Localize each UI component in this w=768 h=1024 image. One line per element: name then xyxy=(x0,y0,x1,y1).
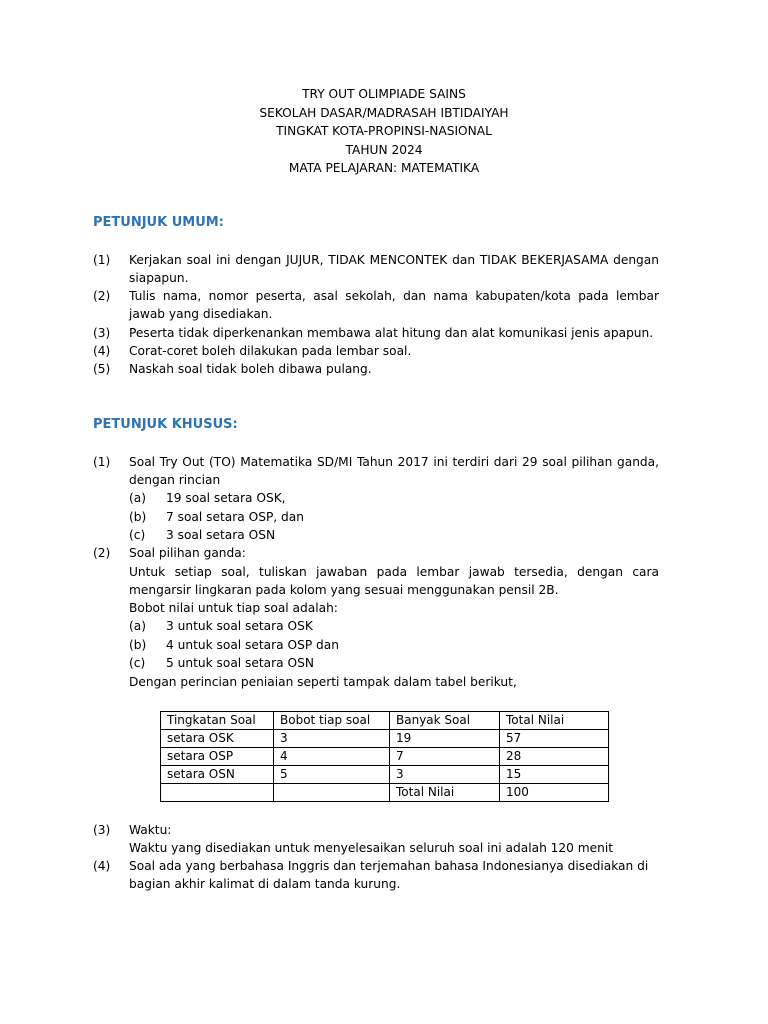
item-number: (4) xyxy=(93,344,111,358)
table-cell: 100 xyxy=(500,784,609,802)
table-cell: 3 xyxy=(274,730,390,748)
khusus-item-1-sub-a xyxy=(129,489,659,507)
table-cell xyxy=(161,784,274,802)
khusus-item-2-para-1: Untuk setiap soal, tuliskan jawaban pada lembar jawab tersedia, dengan cara mengarsir lingkaran pada kolom yang sesuai menggunakan pensil 2B. xyxy=(129,565,659,597)
khusus-item-2-sub-b xyxy=(129,636,659,654)
table-row xyxy=(161,766,609,784)
table-header-cell: Total Nilai xyxy=(500,712,609,730)
table-row xyxy=(161,748,609,766)
sub-text: 3 soal setara OSN xyxy=(166,528,276,542)
khusus-item-1-sub-b xyxy=(129,508,659,526)
header-line-1: TRY OUT OLIMPIADE SAINS xyxy=(302,87,466,101)
item-text: Soal ada yang berbahasa Inggris dan terjemahan bahasa Indonesianya disediakan di bagian akhir kalimat di dalam tanda kurung. xyxy=(129,859,649,891)
khusus-item-1 xyxy=(93,453,659,489)
sub-text: 7 soal setara OSP, dan xyxy=(166,510,304,524)
umum-item-5 xyxy=(93,360,659,378)
table-header-cell: Banyak Soal xyxy=(390,712,500,730)
item-text: Peserta tidak diperkenankan membawa alat hitung dan alat komunikasi jenis apapun. xyxy=(129,326,654,340)
item-number: (1) xyxy=(93,455,111,469)
section-title-umum: PETUNJUK UMUM: xyxy=(93,215,224,230)
khusus-item-4 xyxy=(93,857,659,893)
header-line-2: SEKOLAH DASAR/MADRASAH IBTIDAIYAH xyxy=(259,105,509,120)
sub-number: (b) xyxy=(129,510,147,524)
table-cell: 3 xyxy=(390,766,500,784)
item-number: (1) xyxy=(93,253,111,267)
khusus-item-2-sub-c xyxy=(129,654,659,672)
table-cell xyxy=(274,784,390,802)
item-text: Waktu: xyxy=(129,823,172,837)
khusus-item-2 xyxy=(93,544,659,562)
khusus-item-3 xyxy=(93,821,659,839)
item-text: Soal pilihan ganda: xyxy=(129,546,246,560)
table-cell: setara OSP xyxy=(161,748,274,766)
item-number: (4) xyxy=(93,859,111,873)
table-cell: 19 xyxy=(390,730,500,748)
table-total-row xyxy=(161,784,609,802)
table-cell: setara OSK xyxy=(161,730,274,748)
sub-number: (c) xyxy=(129,656,146,670)
section-title-khusus: PETUNJUK KHUSUS: xyxy=(93,417,238,432)
item-number: (2) xyxy=(93,546,111,560)
sub-number: (a) xyxy=(129,491,146,505)
umum-item-3 xyxy=(93,324,659,342)
table-cell: 57 xyxy=(500,730,609,748)
sub-number: (a) xyxy=(129,619,146,633)
sub-text: 4 untuk soal setara OSP dan xyxy=(166,638,339,652)
khusus-item-1-sub-c xyxy=(129,526,659,544)
table-cell: 7 xyxy=(390,748,500,766)
table-cell: 15 xyxy=(500,766,609,784)
item-text: Corat-coret boleh dilakukan pada lembar soal. xyxy=(129,344,412,358)
item-text: Tulis nama, nomor peserta, asal sekolah, dan nama kabupaten/kota pada lembar jawab yang disediakan. xyxy=(129,289,659,321)
item-number: (3) xyxy=(93,326,111,340)
table-cell: 4 xyxy=(274,748,390,766)
item-number: (3) xyxy=(93,823,111,837)
table-cell: 5 xyxy=(274,766,390,784)
item-text: Naskah soal tidak boleh dibawa pulang. xyxy=(129,362,372,376)
umum-item-1 xyxy=(93,251,659,287)
khusus-item-2-para-3: Dengan perincian peniaian seperti tampak dalam tabel berikut, xyxy=(129,675,517,689)
item-text: Kerjakan soal ini dengan JUJUR, TIDAK MENCONTEK dan TIDAK BEKERJASAMA dengan siapapun. xyxy=(129,253,659,285)
table-cell: setara OSN xyxy=(161,766,274,784)
table-header-cell: Bobot tiap soal xyxy=(274,712,390,730)
umum-item-2 xyxy=(93,287,659,323)
khusus-item-2-para-2: Bobot nilai untuk tiap soal adalah: xyxy=(129,601,338,615)
umum-item-4 xyxy=(93,342,659,360)
table-row xyxy=(161,730,609,748)
table-cell: 28 xyxy=(500,748,609,766)
item-number: (5) xyxy=(93,362,111,376)
sub-text: 5 untuk soal setara OSN xyxy=(166,656,314,670)
table-cell: Total Nilai xyxy=(390,784,500,802)
item-number: (2) xyxy=(93,289,111,303)
sub-number: (b) xyxy=(129,638,147,652)
header-line-3: TINGKAT KOTA-PROPINSI-NASIONAL xyxy=(276,124,492,138)
table-header-cell: Tingkatan Soal xyxy=(161,712,274,730)
header-line-5: MATA PELAJARAN: MATEMATIKA xyxy=(288,161,480,175)
khusus-item-2-sub-a xyxy=(129,617,659,635)
item-text: Soal Try Out (TO) Matematika SD/MI Tahun 2017 ini terdiri dari 29 soal pilihan ganda, dengan rincian xyxy=(129,455,659,487)
khusus-item-3-para: Waktu yang disediakan untuk menyelesaikan seluruh soal ini adalah 120 menit xyxy=(129,841,614,855)
sub-text: 19 soal setara OSK, xyxy=(166,491,286,505)
grade-table xyxy=(160,711,609,802)
sub-text: 3 untuk soal setara OSK xyxy=(166,619,313,633)
table-header-row xyxy=(161,712,609,730)
sub-number: (c) xyxy=(129,528,146,542)
header-line-4: TAHUN 2024 xyxy=(345,142,423,157)
document-header xyxy=(0,85,768,178)
